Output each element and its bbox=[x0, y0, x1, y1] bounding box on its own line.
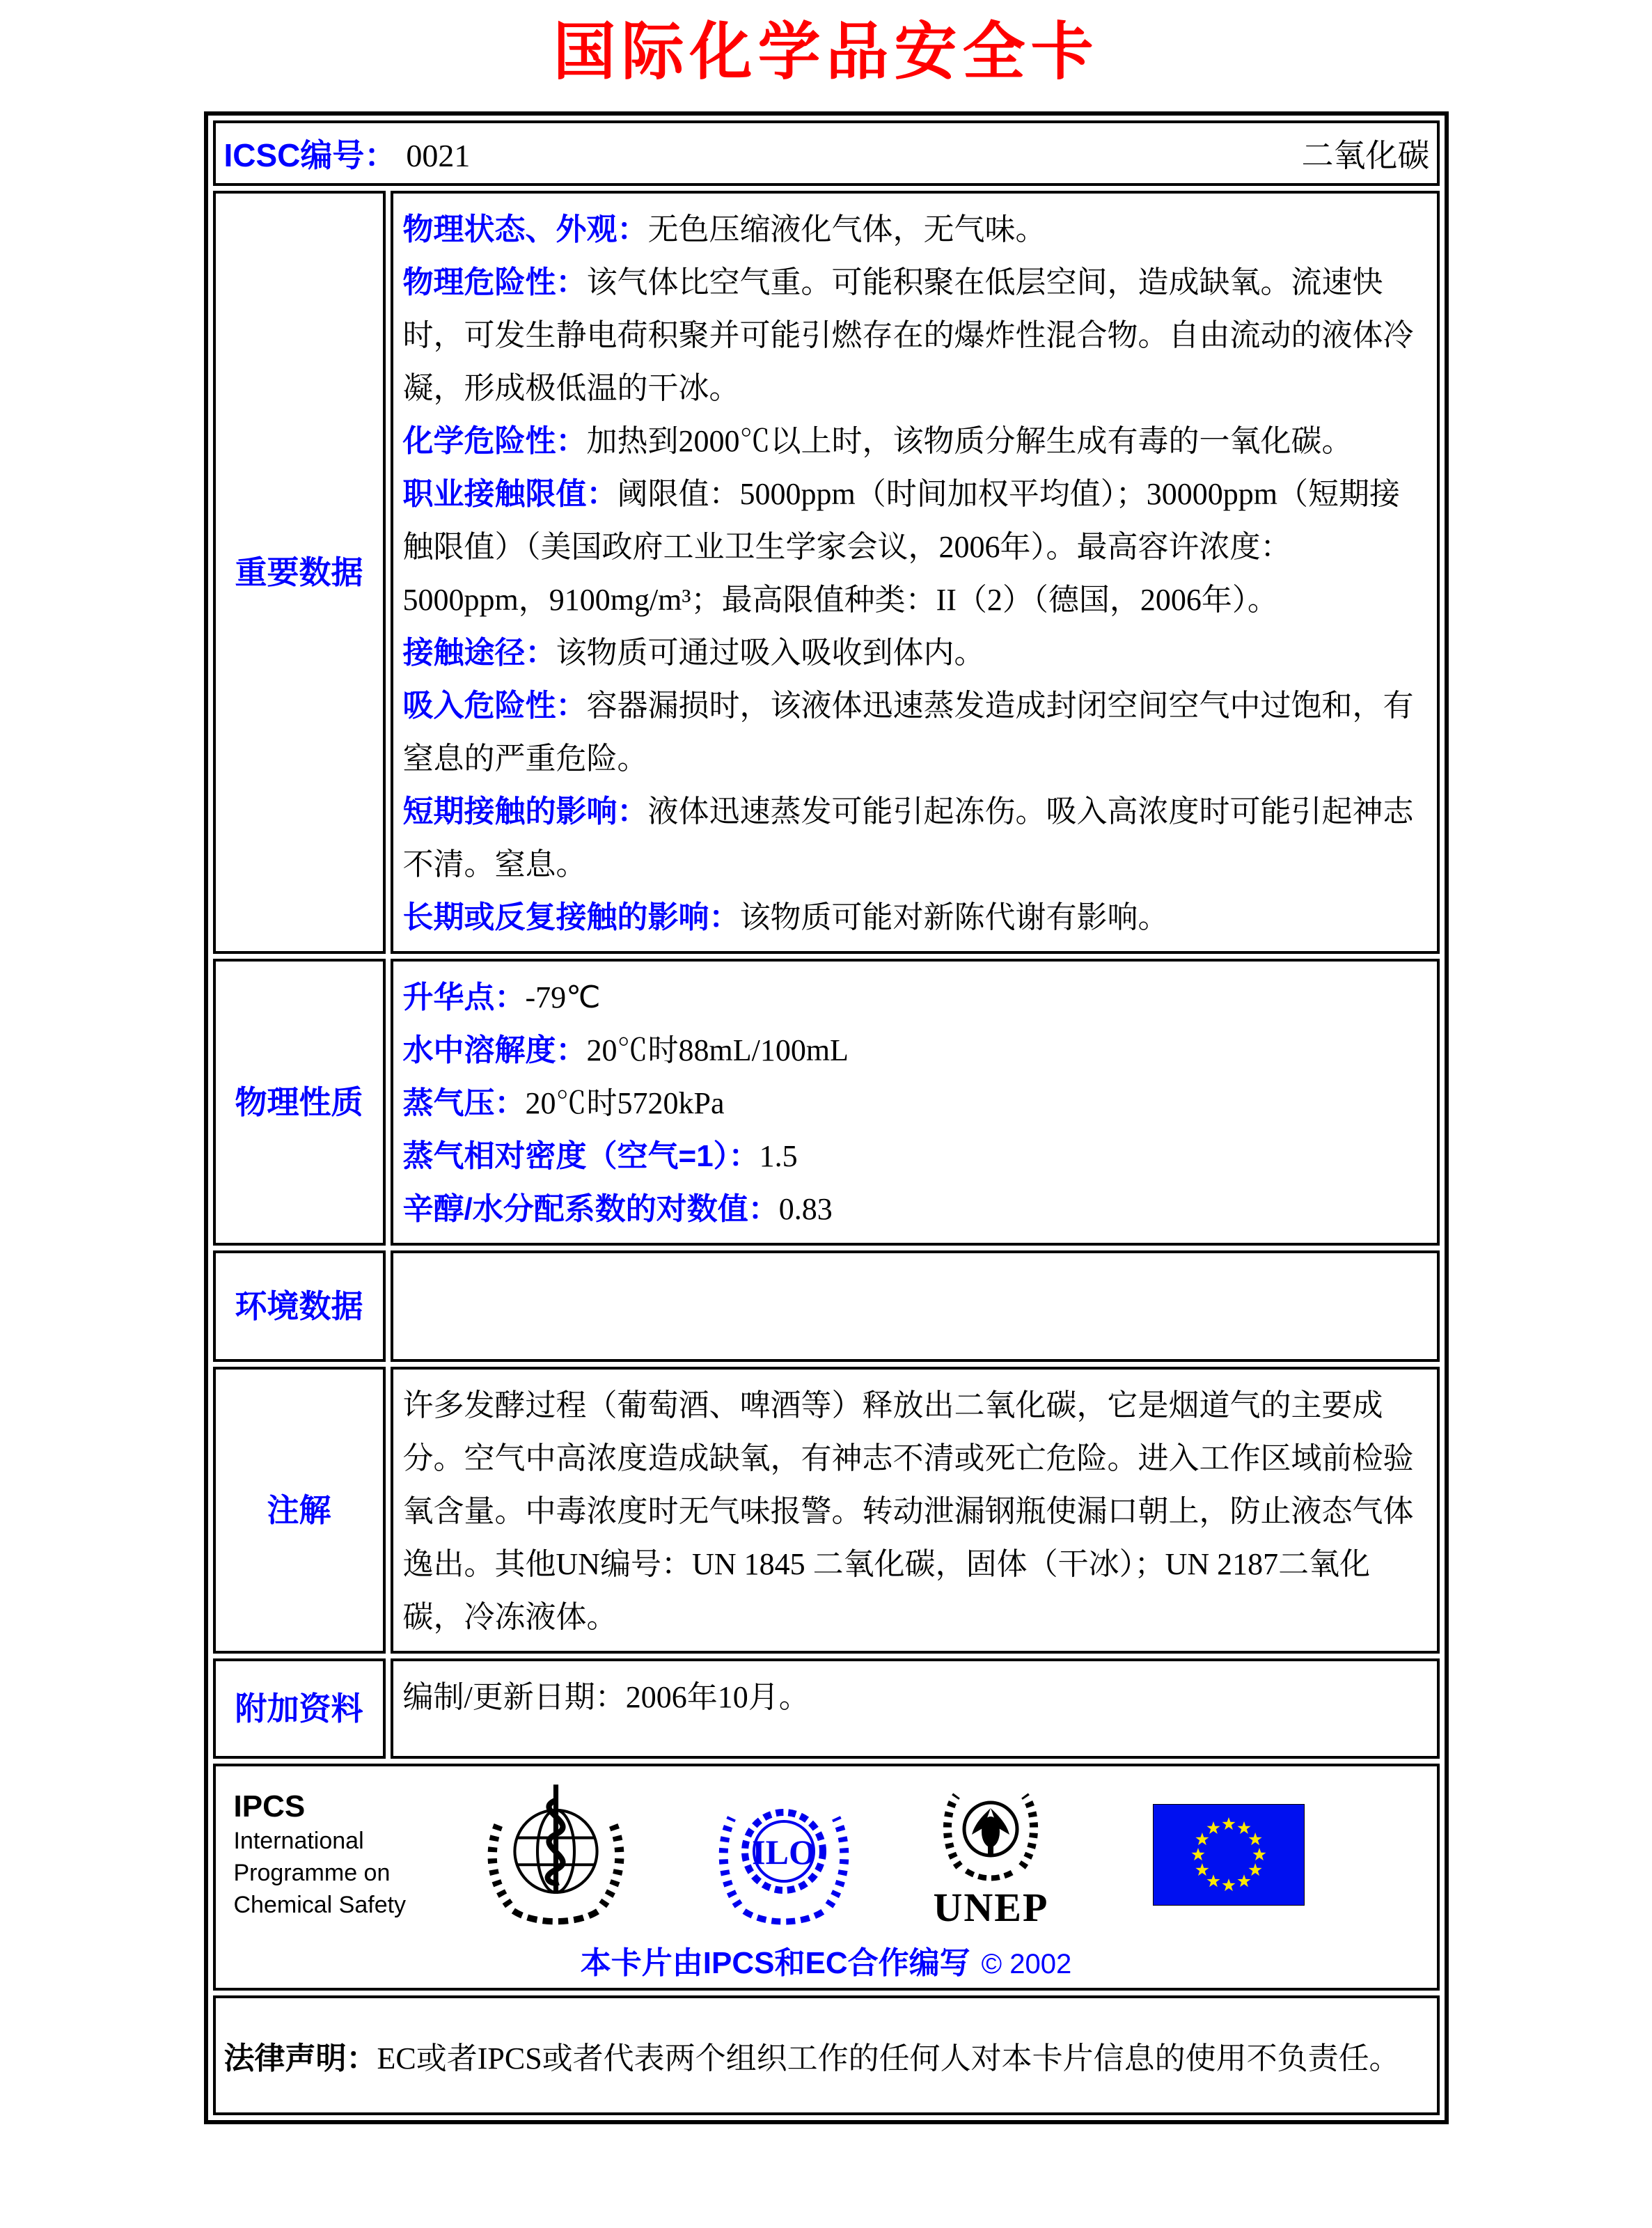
ipcs-line-1: International bbox=[233, 1828, 364, 1854]
section-label-additional-info: 附加资料 bbox=[213, 1658, 386, 1759]
icsc-number-group bbox=[224, 130, 471, 176]
field-row bbox=[403, 680, 1429, 785]
logos-row bbox=[213, 1764, 1440, 1991]
ipcs-line-3: Chemical Safety bbox=[233, 1892, 407, 1918]
unep-wordmark: UNEP bbox=[933, 1885, 1049, 1930]
field-row bbox=[403, 971, 1429, 1024]
unep-logo-icon bbox=[934, 1782, 1049, 1928]
field-row bbox=[403, 415, 1429, 468]
icsc-number-value: 0021 bbox=[406, 138, 471, 173]
svg-text:ILO: ILO bbox=[751, 1833, 816, 1872]
legal-notice-label: 法律声明： bbox=[223, 2041, 377, 2076]
header-row bbox=[213, 120, 1440, 186]
field-value: 阈限值：5000ppm（时间加权平均值）；30000ppm（短期接触限值）（美国政府工业卫生学家会议，2006年）。最高容许浓度：5000ppm，9100mg/m³；最高限值种类：II（2）（德国，2006年）。 bbox=[402, 477, 1400, 617]
field-label: 水中溶解度： bbox=[402, 1033, 587, 1067]
icsc-number-label: ICSC编号： bbox=[223, 137, 397, 173]
field-value: 0.83 bbox=[778, 1192, 833, 1226]
field-label: 吸入危险性： bbox=[402, 689, 587, 723]
field-label: 接触途径： bbox=[402, 636, 556, 670]
field-row bbox=[403, 891, 1429, 944]
field-value: -79℃ bbox=[525, 980, 601, 1014]
field-row bbox=[403, 1671, 1429, 1724]
section-row-physical-properties bbox=[213, 959, 1440, 1246]
field-value: 该气体比空气重。可能积聚在低层空间，造成缺氧。流速快时，可发生静电荷积聚并可能引燃存在的爆炸性混合物。自由流动的液体冷凝，形成极低温的干冰。 bbox=[402, 265, 1414, 405]
ipcs-acronym: IPCS bbox=[233, 1789, 306, 1823]
section-content-physical-properties bbox=[391, 959, 1440, 1246]
field-value: 容器漏损时，该液体迅速蒸发造成封闭空间空气中过饱和，有窒息的严重危险。 bbox=[402, 689, 1414, 776]
field-row bbox=[403, 1024, 1429, 1077]
field-row bbox=[403, 1077, 1429, 1130]
field-label: 蒸气相对密度（空气=1）： bbox=[402, 1139, 760, 1173]
field-label: 物理危险性： bbox=[402, 265, 587, 299]
section-label-environmental-data: 环境数据 bbox=[213, 1250, 386, 1362]
field-value: 1.5 bbox=[759, 1139, 798, 1173]
page-title: 国际化学品安全卡 bbox=[553, 18, 1099, 87]
legal-cell bbox=[213, 1995, 1440, 2115]
field-label: 蒸气压： bbox=[402, 1086, 526, 1120]
chemical-name: 二氧化碳 bbox=[1301, 138, 1430, 173]
field-label: 物理状态、外观： bbox=[402, 212, 648, 246]
field-row bbox=[403, 203, 1429, 256]
caption-copyright: © 2002 bbox=[981, 1949, 1072, 1979]
eu-flag-icon bbox=[1153, 1804, 1305, 1906]
caption-text: 本卡片由IPCS和EC合作编写 bbox=[580, 1946, 970, 1980]
field-row bbox=[403, 1130, 1429, 1183]
card-caption bbox=[230, 1938, 1423, 1982]
field-label: 化学危险性： bbox=[402, 424, 587, 458]
field-row bbox=[403, 1379, 1429, 1644]
logos-strip bbox=[230, 1779, 1423, 1931]
safety-card-table bbox=[204, 111, 1449, 2124]
field-label: 长期或反复接触的影响： bbox=[402, 900, 740, 934]
section-row-notes bbox=[213, 1367, 1440, 1654]
field-row bbox=[403, 1183, 1429, 1236]
legal-notice-text: EC或者IPCS或者代表两个组织工作的任何人对本卡片信息的使用不负责任。 bbox=[377, 2041, 1400, 2076]
field-value: 20℃时5720kPa bbox=[525, 1086, 725, 1120]
field-label: 职业接触限值： bbox=[402, 477, 617, 511]
section-row-environmental-data bbox=[213, 1250, 1440, 1362]
field-row bbox=[403, 468, 1429, 627]
field-row bbox=[403, 785, 1429, 891]
field-label: 辛醇/水分配系数的对数值： bbox=[402, 1192, 779, 1226]
section-row-important-data bbox=[213, 191, 1440, 954]
field-value: 许多发酵过程（葡萄酒、啤酒等）释放出二氧化碳，它是烟道气的主要成分。空气中高浓度造成缺氧，有神志不清或死亡危险。进入工作区域前检验氧含量。中毒浓度时无气味报警。转动泄漏钢瓶使漏口朝上，防止液态气体逸出。其他UN编号：UN 1845 二氧化碳，固体（干冰）；UN 2187二氧化碳，冷冻液体。 bbox=[402, 1388, 1414, 1634]
section-row-additional-info bbox=[213, 1658, 1440, 1759]
field-value: 该物质可能对新陈代谢有影响。 bbox=[739, 900, 1169, 934]
section-label-notes: 注解 bbox=[213, 1367, 386, 1654]
section-content-environmental-data bbox=[391, 1250, 1440, 1362]
section-label-important-data: 重要数据 bbox=[213, 191, 386, 954]
section-content-notes bbox=[391, 1367, 1440, 1654]
field-value: 该物质可通过吸入吸收到体内。 bbox=[556, 636, 985, 670]
section-label-physical-properties: 物理性质 bbox=[213, 959, 386, 1246]
section-content-additional-info bbox=[391, 1658, 1440, 1759]
ipcs-line-2: Programme on bbox=[233, 1860, 391, 1886]
field-value: 无色压缩液化气体，无气味。 bbox=[647, 212, 1046, 246]
field-value: 加热到2000℃以上时，该物质分解生成有毒的一氧化碳。 bbox=[586, 424, 1353, 458]
section-content-important-data bbox=[391, 191, 1440, 954]
field-value: 编制/更新日期：2006年10月。 bbox=[402, 1680, 810, 1714]
field-value: 20℃时88mL/100mL bbox=[586, 1033, 849, 1067]
who-logo-icon bbox=[485, 1779, 627, 1931]
field-label: 升华点： bbox=[402, 980, 526, 1014]
field-value: 液体迅速蒸发可能引起冻伤。吸入高浓度时可能引起神志不清。窒息。 bbox=[402, 794, 1414, 881]
field-label: 短期接触的影响： bbox=[402, 794, 648, 829]
ipcs-text-block bbox=[234, 1789, 443, 1921]
field-row bbox=[403, 627, 1429, 680]
header-cell bbox=[213, 120, 1440, 186]
logos-cell bbox=[213, 1764, 1440, 1991]
field-row bbox=[403, 256, 1429, 415]
legal-row bbox=[213, 1995, 1440, 2115]
ilo-logo-icon bbox=[718, 1779, 850, 1931]
